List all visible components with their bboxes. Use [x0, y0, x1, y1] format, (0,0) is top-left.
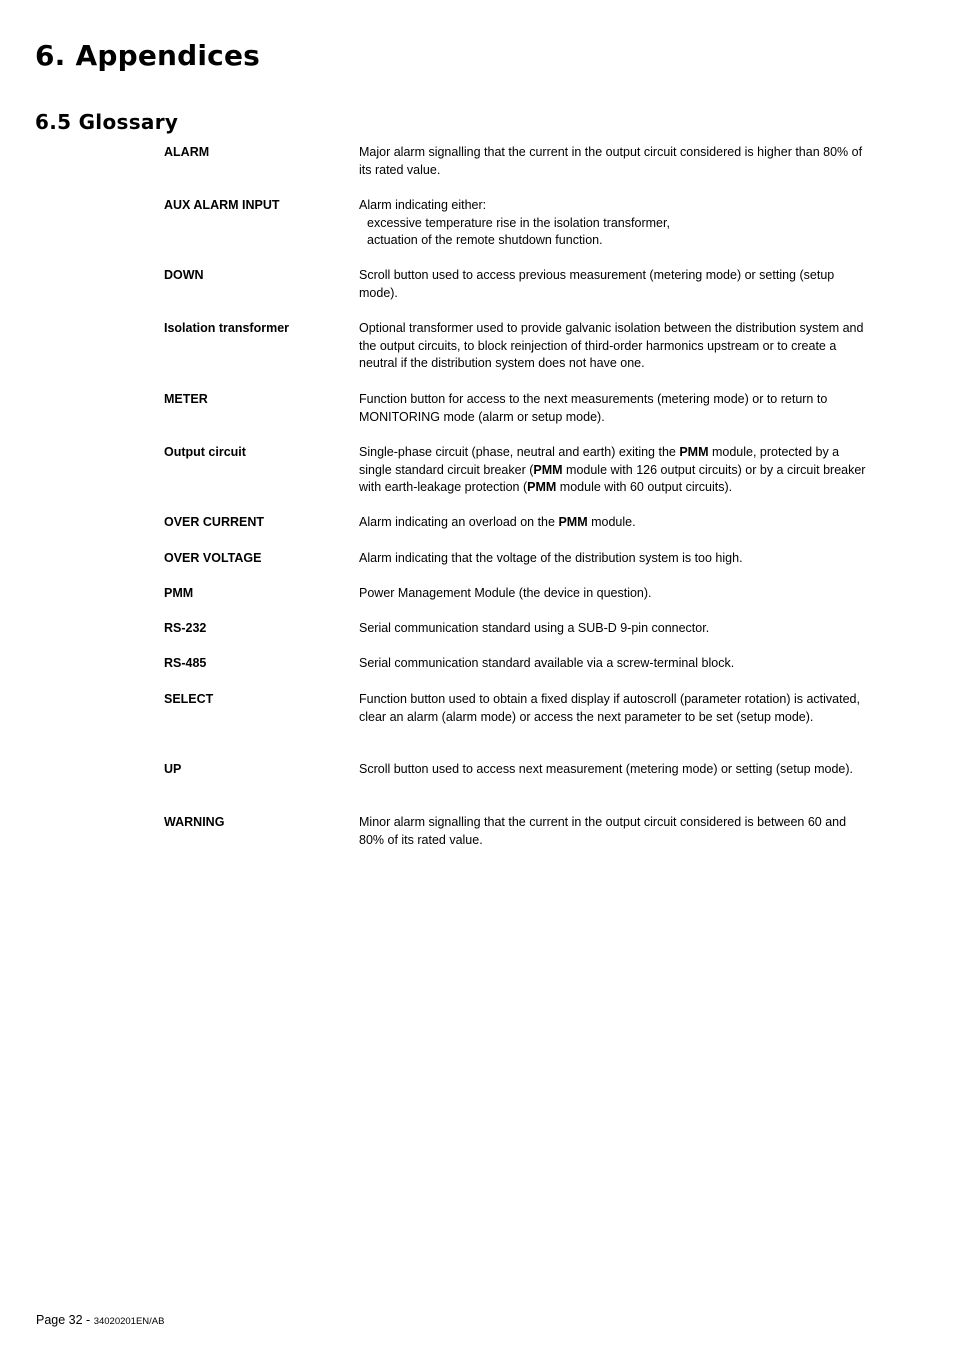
glossary-entry-select	[164, 691, 874, 761]
glossary-term: UP	[164, 762, 182, 776]
glossary-list	[164, 144, 874, 850]
glossary-entry-aux-alarm-input	[164, 197, 874, 267]
definition-list-item: excessive temperature rise in the isolation transformer,	[367, 215, 670, 230]
glossary-definition: Power Management Module (the device in question).	[359, 586, 652, 600]
glossary-term: WARNING	[164, 815, 225, 829]
glossary-definition: Alarm indicating that the voltage of the distribution system is too high.	[359, 551, 743, 565]
glossary-entry-alarm	[164, 144, 874, 197]
glossary-term: ALARM	[164, 145, 210, 159]
definition-text: Alarm indicating an overload on the	[359, 515, 559, 529]
glossary-term: DOWN	[164, 268, 204, 282]
glossary-entry-rs-232	[164, 620, 874, 655]
glossary-term: RS-232	[164, 621, 207, 635]
glossary-term: OVER VOLTAGE	[164, 551, 262, 565]
definition-text: module.	[587, 515, 636, 529]
glossary-definition: Function button used to obtain a fixed display if autoscroll (parameter rotation) is activated, clear an alarm (alarm mode) or access the next parameter to be set (setup mode).	[359, 692, 860, 724]
definition-list-item: actuation of the remote shutdown function.	[367, 233, 603, 248]
glossary-term: OVER CURRENT	[164, 515, 265, 529]
glossary-definition	[359, 197, 869, 250]
glossary-term: RS-485	[164, 656, 207, 670]
definition-emphasis: PMM	[679, 445, 709, 459]
glossary-term: Isolation transformer	[164, 321, 290, 335]
page-footer	[36, 1312, 164, 1330]
glossary-entry-output-circuit	[164, 444, 874, 514]
definition-emphasis: PMM	[533, 462, 563, 477]
glossary-definition	[359, 444, 869, 497]
glossary-definition: Serial communication standard using a SUB-D 9-pin connector.	[359, 621, 710, 635]
glossary-definition: Serial communication standard available via a screw-terminal block.	[359, 656, 735, 670]
section-title: 6.5 Glossary	[35, 110, 179, 134]
glossary-entry-rs-485	[164, 655, 874, 691]
glossary-definition: Scroll button used to access next measurement (metering mode) or setting (setup mode).	[359, 762, 853, 776]
glossary-term: SELECT	[164, 692, 214, 706]
glossary-entry-warning	[164, 814, 874, 850]
glossary-definition: Scroll button used to access previous measurement (metering mode) or setting (setup mode).	[359, 268, 835, 300]
definition-emphasis: PMM	[527, 480, 557, 495]
glossary-definition: Optional transformer used to provide galvanic isolation between the distribution system and the output circuits, to block reinjection of third-order harmonics upstream or to create a neutral if the distribution system does not have one.	[359, 321, 864, 371]
glossary-definition: Major alarm signalling that the current in the output circuit considered is higher than 80% of its rated value.	[359, 145, 863, 177]
definition-text: module with 126 output circuits) or by a circuit breaker with earth-leakage protection (	[359, 462, 866, 495]
chapter-title: 6. Appendices	[35, 39, 261, 72]
glossary-term: AUX ALARM INPUT	[164, 198, 280, 212]
glossary-entry-meter	[164, 391, 874, 444]
glossary-entry-down	[164, 267, 874, 320]
definition-intro: Alarm indicating either:	[359, 198, 487, 212]
glossary-entry-up	[164, 761, 874, 814]
glossary-entry-pmm	[164, 585, 874, 620]
glossary-definition: Function button for access to the next measurements (metering mode) or to return to MONITORING mode (alarm or setup mode).	[359, 392, 828, 424]
definition-emphasis: PMM	[558, 515, 588, 529]
glossary-entry-isolation-transformer	[164, 320, 874, 391]
definition-text: Single-phase circuit (phase, neutral and earth) exiting the	[359, 445, 680, 459]
document-code: 34020201EN/AB	[93, 1316, 165, 1327]
glossary-term: Output circuit	[164, 445, 246, 459]
glossary-term: PMM	[164, 586, 194, 600]
glossary-entry-over-voltage	[164, 550, 874, 585]
glossary-definition: Minor alarm signalling that the current in the output circuit considered is between 60 and 80% of its rated value.	[359, 815, 847, 847]
glossary-definition	[359, 514, 869, 532]
page-number: Page 32 -	[36, 1313, 94, 1327]
definition-text: module with 60 output circuits).	[556, 480, 733, 495]
glossary-entry-over-current	[164, 514, 874, 550]
definition-text: module, protected by a single standard circuit breaker (	[359, 445, 840, 477]
glossary-term: METER	[164, 392, 208, 406]
